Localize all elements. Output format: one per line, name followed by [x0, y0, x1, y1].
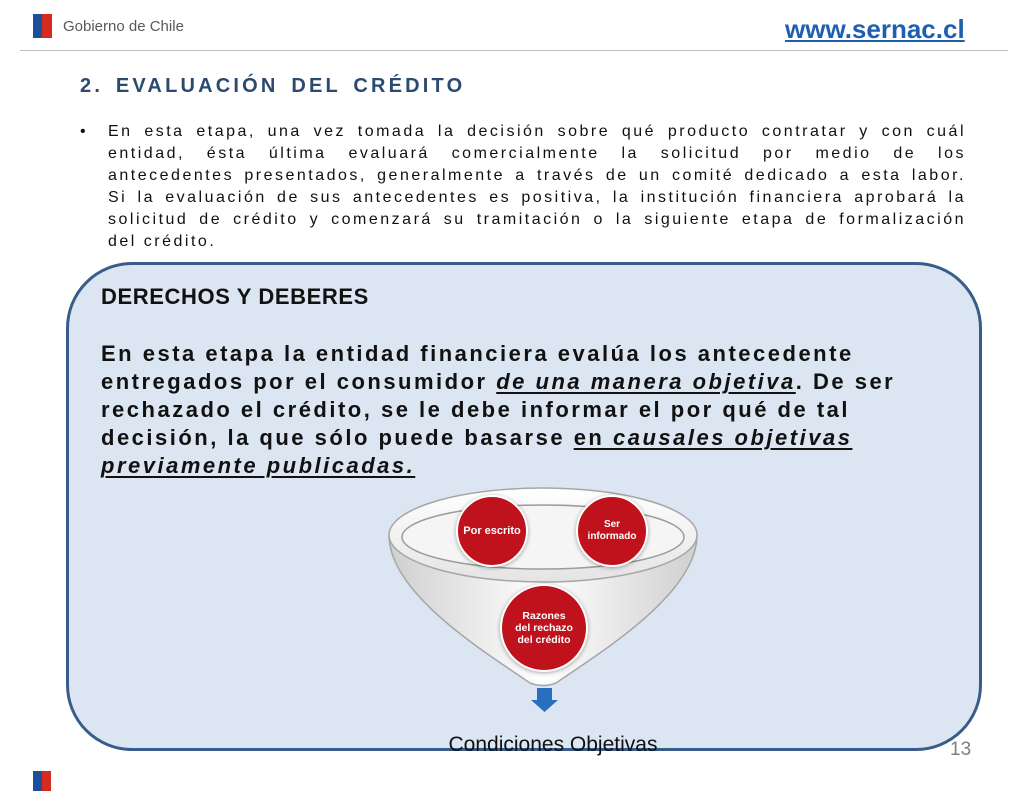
callout-body [101, 340, 931, 480]
paragraph-line: entidad, ésta última evaluará comercialmente la solicitud por medio de los [108, 145, 966, 162]
funnel-item-label: Ser [603, 519, 621, 530]
callout-text: . De ser rechazado el crédito, se le debe informar el por qué de tal decisión, la que sólo puede basarse [101, 369, 896, 450]
funnel-item-por-escrito [456, 495, 528, 567]
funnel-item-razones-rechazo [500, 584, 588, 672]
funnel-caption: Condiciones Objetivas [448, 733, 658, 756]
paragraph-line: Si la evaluación de sus antecedentes es positiva, la institución financiera aprobará la [108, 189, 966, 206]
header-divider [20, 50, 1008, 51]
funnel-item-label: del rechazo [515, 622, 573, 634]
funnel-item-ser-informado [576, 495, 648, 567]
funnel-item-label: del crédito [517, 634, 571, 646]
funnel-item-label: Por escrito [463, 525, 521, 537]
logo-red-block [42, 14, 52, 38]
paragraph-line: antecedentes presentados, generalmente a través de un comité dedicado a esta labor. [108, 167, 966, 184]
paragraph-line: del crédito. [108, 233, 217, 250]
arrow-down-icon [531, 688, 558, 712]
page-number: 13 [950, 739, 972, 760]
org-name: Gobierno de Chile [63, 18, 184, 35]
logo-red-block [42, 771, 51, 791]
funnel-item-label: Razones [522, 610, 566, 622]
paragraph-line: solicitud de crédito y comenzará su tramitación o la siguiente etapa de formalización [108, 211, 966, 228]
logo-blue-block [33, 771, 42, 791]
section-title: 2. EVALUACIÓN DEL CRÉDITO [80, 75, 466, 97]
gobierno-logo-footer [33, 771, 51, 791]
callout-emphasis: de una manera objetiva [496, 369, 796, 394]
funnel-item-label: informado [587, 531, 637, 542]
logo-blue-block [33, 14, 42, 38]
gobierno-logo [33, 14, 52, 38]
bullet-marker [80, 121, 86, 143]
callout-text: En esta etapa la entidad financiera evalúa los antecedente entregados por el consumidor [101, 341, 854, 394]
bullet-paragraph [108, 121, 966, 253]
callout-emphasis: causales objetivas previamente publicadas. [101, 425, 853, 478]
callout-heading: DERECHOS Y DEBERES [101, 284, 369, 309]
callout-emphasis-lead: en [573, 425, 613, 450]
website-link[interactable]: www.sernac.cl [785, 14, 965, 44]
paragraph-line: En esta etapa, una vez tomada la decisión sobre qué producto contratar y con cuál [108, 123, 966, 140]
